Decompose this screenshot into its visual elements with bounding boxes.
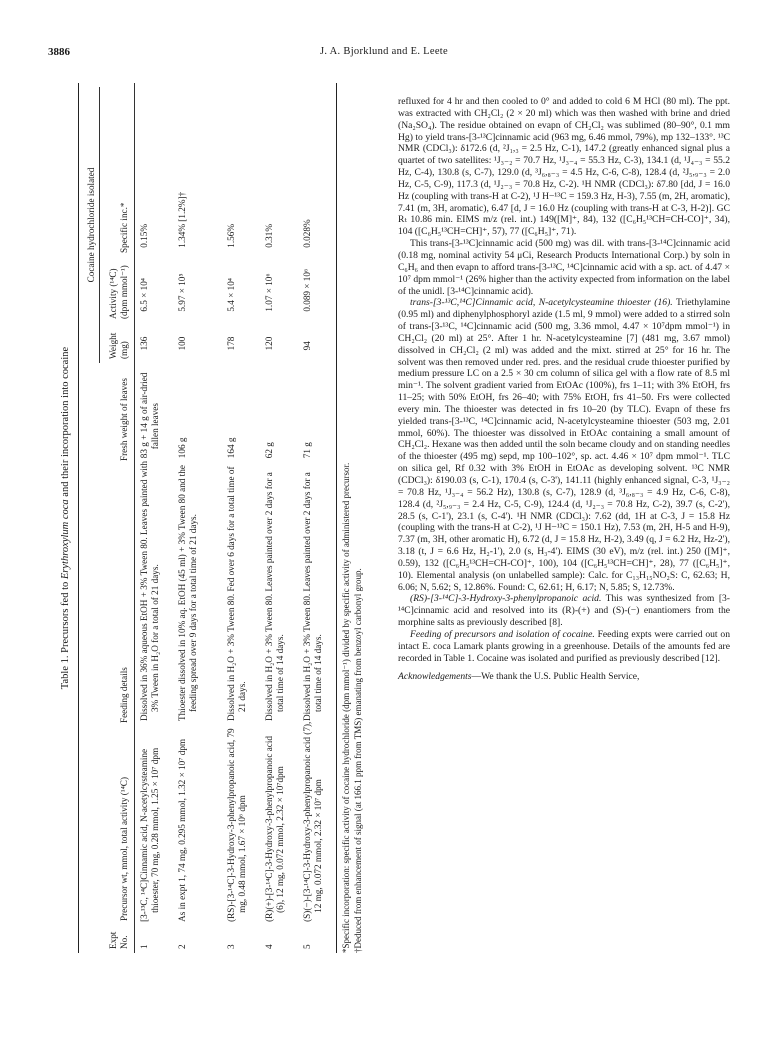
acknowledgements xyxy=(398,671,730,683)
cell-feeding: Dissolved in H₂O + 3% Tween 80. Leaves painted over 2 days for a total time of 14 days. xyxy=(302,472,323,722)
cell-specific-inc: 1.34% [1.2%]† xyxy=(177,191,187,248)
header-group-row xyxy=(82,83,100,953)
cell-fresh-weight: 164 g xyxy=(226,437,236,459)
cell-expt: 1 xyxy=(139,944,149,949)
table-row xyxy=(298,83,336,953)
header-activity: Activity (¹⁴C) (dpm mmol⁻¹) xyxy=(108,265,130,319)
paragraph-hydroxy-acid xyxy=(398,593,730,629)
cell-activity: 0.089 × 10⁶ xyxy=(302,268,312,312)
cell-feeding: Thioester dissolved in 10% aq. EtOH (45 ml) + 3% Tween 80 and the feeding spread over 9 days for a total time of 21 days. xyxy=(177,465,198,722)
cell-precursor: [3-¹³C, ¹⁴C]Cinnamic acid, N-acetylcysteamine thioester, 70 mg, 0.28 mmol, 1.25 × 10⁷ dpm xyxy=(139,747,160,922)
cell-activity: 1.07 × 10⁶ xyxy=(264,273,274,312)
caption-prefix: Table 1. Precursors fed to xyxy=(60,579,71,690)
cell-weight: 94 xyxy=(302,341,312,351)
table-header xyxy=(79,83,134,953)
acknowledgements-heading: Acknowledgements xyxy=(398,670,472,682)
cell-fresh-weight: 62 g xyxy=(264,442,274,459)
table-1-container xyxy=(60,83,385,953)
cell-activity: 5.97 × 10⁵ xyxy=(177,273,187,312)
cell-fresh-weight: 83 g + 14 g of air-dried fallen leaves xyxy=(139,372,160,459)
cell-specific-inc: 0.31% xyxy=(264,223,274,248)
table-footnotes xyxy=(341,83,364,953)
cell-specific-inc: 0.028% xyxy=(302,219,312,248)
footnote-specific-incorporation: *Specific incorporation: specific activity of cocaine hydrochloride (dpm mmol⁻¹) divided by specific activity of administered precursor. xyxy=(341,462,351,953)
cell-fresh-weight: 71 g xyxy=(302,442,312,459)
table-caption xyxy=(60,83,74,953)
cell-feeding: Dissolved in H₂O + 3% Tween 80. Fed over 6 days for a total time of 21 days. xyxy=(226,466,247,722)
cell-feeding: Dissolved in 36% aqueous EtOH + 3% Tween 80. Leaves painted with 3% Tween in H₂O for a total of 21 days. xyxy=(139,461,160,722)
cell-feeding: Dissolved in H₂O + 3% Tween 80. Leaves painted over 2 days for a total time of 14 days. xyxy=(264,472,285,722)
table-row xyxy=(260,83,298,953)
table-row xyxy=(173,83,222,953)
cell-precursor: (RS)-[3-¹⁴C]-3-Hydroxy-3-phenylpropanoic acid, 79 mg, 0.48 mmol, 1.67 × 10⁶ dpm xyxy=(226,728,247,922)
cell-precursor: As in expt 1, 74 mg, 0.295 mmol, 1.32 × 10⁷ dpm xyxy=(177,738,187,922)
paragraph-feeding xyxy=(398,629,730,665)
header-expt: Expt No. xyxy=(108,931,130,949)
thioester-heading: trans-[3-¹³C,¹⁴C]Cinnamic acid, N-acetylcysteamine thioester (16). xyxy=(410,297,673,309)
table-1 xyxy=(60,83,385,953)
header-fresh-weight: Fresh weight of leaves xyxy=(119,378,130,461)
hydroxy-acid-heading: (RS)-[3-¹⁴C]-3-Hydroxy-3-phenylpropanoic acid. xyxy=(410,593,602,605)
cell-expt: 2 xyxy=(177,944,187,949)
caption-species: Erythroxylum coca xyxy=(60,499,71,580)
footnote-deduced: †Deduced from enhancement of signal (at 166.1 ppm from TMS) emanating from benzoyl carbonyl group. xyxy=(352,568,363,953)
header-precursor: Precursor wt, mmol, total activity (¹⁴C) xyxy=(119,777,130,921)
feeding-heading: Feeding of precursors and isolation of cocaine. xyxy=(410,628,595,640)
table-row xyxy=(135,83,173,953)
header-group-cocaine: Cocaine hydrochloride isolated xyxy=(86,87,100,363)
cell-specific-inc: 1.56% xyxy=(226,223,236,248)
body-column xyxy=(398,96,730,682)
caption-suffix: and their incorporation into cocaine xyxy=(60,346,71,500)
cell-expt: 5 xyxy=(302,944,312,949)
page-number: 3886 xyxy=(48,46,70,58)
header-specific-inc: Specific inc.* xyxy=(119,202,130,253)
header-weight: Weight (mg) xyxy=(108,332,130,359)
table-bottom-rule xyxy=(336,83,337,953)
cell-specific-inc: 0.15% xyxy=(139,223,149,248)
paragraph-thioester xyxy=(398,297,730,593)
cell-activity: 5.4 × 10⁴ xyxy=(226,278,236,312)
cell-activity: 6.5 × 10⁴ xyxy=(139,278,149,312)
cell-expt: 3 xyxy=(226,944,236,949)
feeding-text: Feeding expts were carried out on intact E. coca Lamark plants growing in a greenhouse. Details of the amounts fed are recorded in Table 1. Cocaine was isolated and purified as previously described [12]. xyxy=(398,628,730,664)
running-head: J. A. Bjorklund and E. Leete xyxy=(320,46,448,57)
table-row xyxy=(222,83,260,953)
paragraph-cinnamic-acid-prep: refluxed for 4 hr and then cooled to 0° and added to cold 6 M HCl (80 ml). The ppt. was extracted with CH₂Cl₂ (2 × 20 ml) which was then washed with brine and dried (Na₂SO₄). The residue obtained on evapn of CH₂Cl₂ was sublimed (80–90°, 0.1 mm Hg) to yield trans-[3-¹³C]cinnamic acid (963 mg, 6.46 mmol, 79%), mp 132–133°. ¹³C NMR (CDCl₃): δ172.6 (d, ²J₁,₃ = 2.5 Hz, C-1), 147.2 (greatly enhanced signal plus a quartet of two satellites: ¹J₃₋₂ = 70.7 Hz, ¹J₃₋₄ = 55.3 Hz, C-3), 134.1 (d, ¹J₄₋₃ = 55.2 Hz, C-4), 130.8 (s, C-7), 129.0 (d, ³J₆,₈₋₃ = 4.5 Hz, C-6, C-8), 128.4 (d, ²J₅,₉₋₃ = 2.0 Hz, C-5, C-9), 117.3 (d, ¹J₂₋₃ = 70.8 Hz, C-2). ¹H NMR (CDCl₃): δ7.80 [dd, J = 16.0 Hz (coupling with trans-H at C-2), ¹J H−¹³C = 159.3 Hz, H-3), 7.55 (m, 2H, aromatic), 7.41 (m, 3H, aromatic), 6.47 [d, J = 16.0 Hz (coupling with trans-H at C-3, H-2)]. GC Rₜ 10.86 min. EIMS m/z (rel. int.) 149([M]⁺, 84), 132 ([C₆H₅¹³CH=CH-CO]⁺, 34), 104 ([C₆H₅¹³CH=CH]⁺, 57), 77 ([C₆H₅]⁺, 71). xyxy=(398,96,730,238)
cell-weight: 136 xyxy=(139,336,149,351)
cell-precursor: (R)(+)-[3-¹⁴C]-3-Hydroxy-3-phenylpropanoic acid (6), 12 mg, 0.072 mmol, 2.32 × 10⁷dpm xyxy=(264,735,285,922)
paragraph-dilution: This trans-[3-¹³C]cinnamic acid (500 mg) was dil. with trans-[3-¹⁴C]cinnamic acid (0.18 mg, nominal activity 54 μCi, Research Products International Corp.) by soln in C₆H₆ and then evapn to afford trans-[3-¹³C, ¹⁴C]cinnamic acid with a sp. act. of 4.47 × 10⁷ dpm mmol⁻¹ (26% higher than the activity expected from information on the label of the unidl. [3-¹⁴C]cinnamic acid). xyxy=(398,238,730,297)
thioester-text: Triethylamine (0.95 ml) and diphenylphosphoryl azide (1.5 ml, 9 mmol) were added to a stirred soln of trans-[3-¹³C, ¹⁴C]cinnamic acid (500 mg, 3.36 mmol, 4.47 × 10⁷dpm mmol⁻¹) in CH₂Cl₂ (20 ml) at 25°. After 1 hr. N-acetylcysteamine [7] (481 mg, 3.67 mmol) dissolved in CH₂Cl₂ (2 ml) was added and the mixt. stirred at 25° for 16 hr. The solvent was then removed under red. pres. and the residual crude thioester purified by medium pressure LC on a 2.5 × 30 cm column of silica gel with a flow rate of 8.5 ml min⁻¹. The solvent gradient varied from EtOAc (100%), frs 1–11; with 3% EtOH, frs 11–25; with 50% EtOH, frs 26–40; with 75% EtOH, frs 41–50. Frs were collected every min. The thioester was detected in frs 10–20 (by TLC). Evapn of these frs yielded trans-[3-¹³C, ¹⁴C]cinnamic acid, N-acetylcysteamine thioester (503 mg, 2.01 mmol, 60%). The thioester was dissolved in EtOAc containing a small amount of CH₂Cl₂. Hexane was then added until the soln became cloudy and on standing needles of the thioester (495 mg) sepd, mp 100–102°, sp. act. 4.46 × 10⁷ dpm mmol⁻¹. TLC on silica gel, Rf 0.32 with 3% EtOH in EtOAc as developing solvent. ¹³C NMR (CDCl₃): δ190.03 (s, C-1), 170.4 (s, C-3'), 141.11 (highly enhanced signal, C-3, ¹J₃₋₂ = 70.8 Hz, ¹J₃₋₄ = 56.2 Hz), 130.8 (s, C-7), 128.9 (d, ³J₆,₈₋₃ = 4.9 Hz, C-6, C-8), 128.4 (d, ²J₅,₉₋₃ = 2.4 Hz, C-5, C-9), 124.4 (d, ¹J₂₋₃ = 70.8 Hz, C-2), 39.7 (s, C-2'), 28.5 (s, C-1'), 23.1 (s, C-4'). ¹H NMR (CDCl₃): 7.62 (dd, 1H at C-3, J = 15.8 Hz (coupling with the trans-H at C-2), ¹J H−¹³C = 150.1 Hz), 7.53 (m, 2H, H-5 and H-9), 7.37 (m, 3H, other aromatic H), 6.72 (d, J = 15.8 Hz, H-2), 3.49 (q, J = 6.2 Hz, Hz-2'), 3.18 (t, J = 6.6 Hz, H₂-1'), 2.0 (s, H₃-4'). EIMS (30 eV), m/z (rel. int.) 250 ([M]⁺, 0.59), 132 ([C₆H₅¹³CH=CH-CO]⁺, 100), 104 ([C₆H₅¹³CH=CH]⁺, 28), 77 ([C₆H₅]⁺, 10). Elemental analysis (on unlabelled sample): Calc. for C₁₃H₁₅NO₂S: C, 62.63; H, 6.06; N, 5.62; S, 12.86%. Found: C, 62.61; H, 6.17; N, 5.85; S, 12.73%. xyxy=(398,297,731,593)
header-feeding: Feeding details xyxy=(119,667,130,723)
cell-weight: 178 xyxy=(226,336,236,351)
acknowledgements-text: —We thank the U.S. Public Health Service, xyxy=(471,670,640,682)
cell-weight: 100 xyxy=(177,336,187,351)
header-row xyxy=(100,83,132,953)
hydroxy-acid-text: This was synthesized from [3-¹⁴C]cinnamic acid and resolved into its (R)-(+) and (S)-(−) enantiomers from the morphine salts as previously described [8]. xyxy=(398,593,730,629)
cell-weight: 120 xyxy=(264,336,274,351)
cell-expt: 4 xyxy=(264,944,274,949)
cell-fresh-weight: 106 g xyxy=(177,437,187,459)
cell-precursor: (S)(−)-[3-¹⁴C]-3-Hydroxy-3-phenylpropanoic acid (7), 12 mg, 0.072 mmol, 2.32 × 10⁷ dpm xyxy=(302,721,323,922)
